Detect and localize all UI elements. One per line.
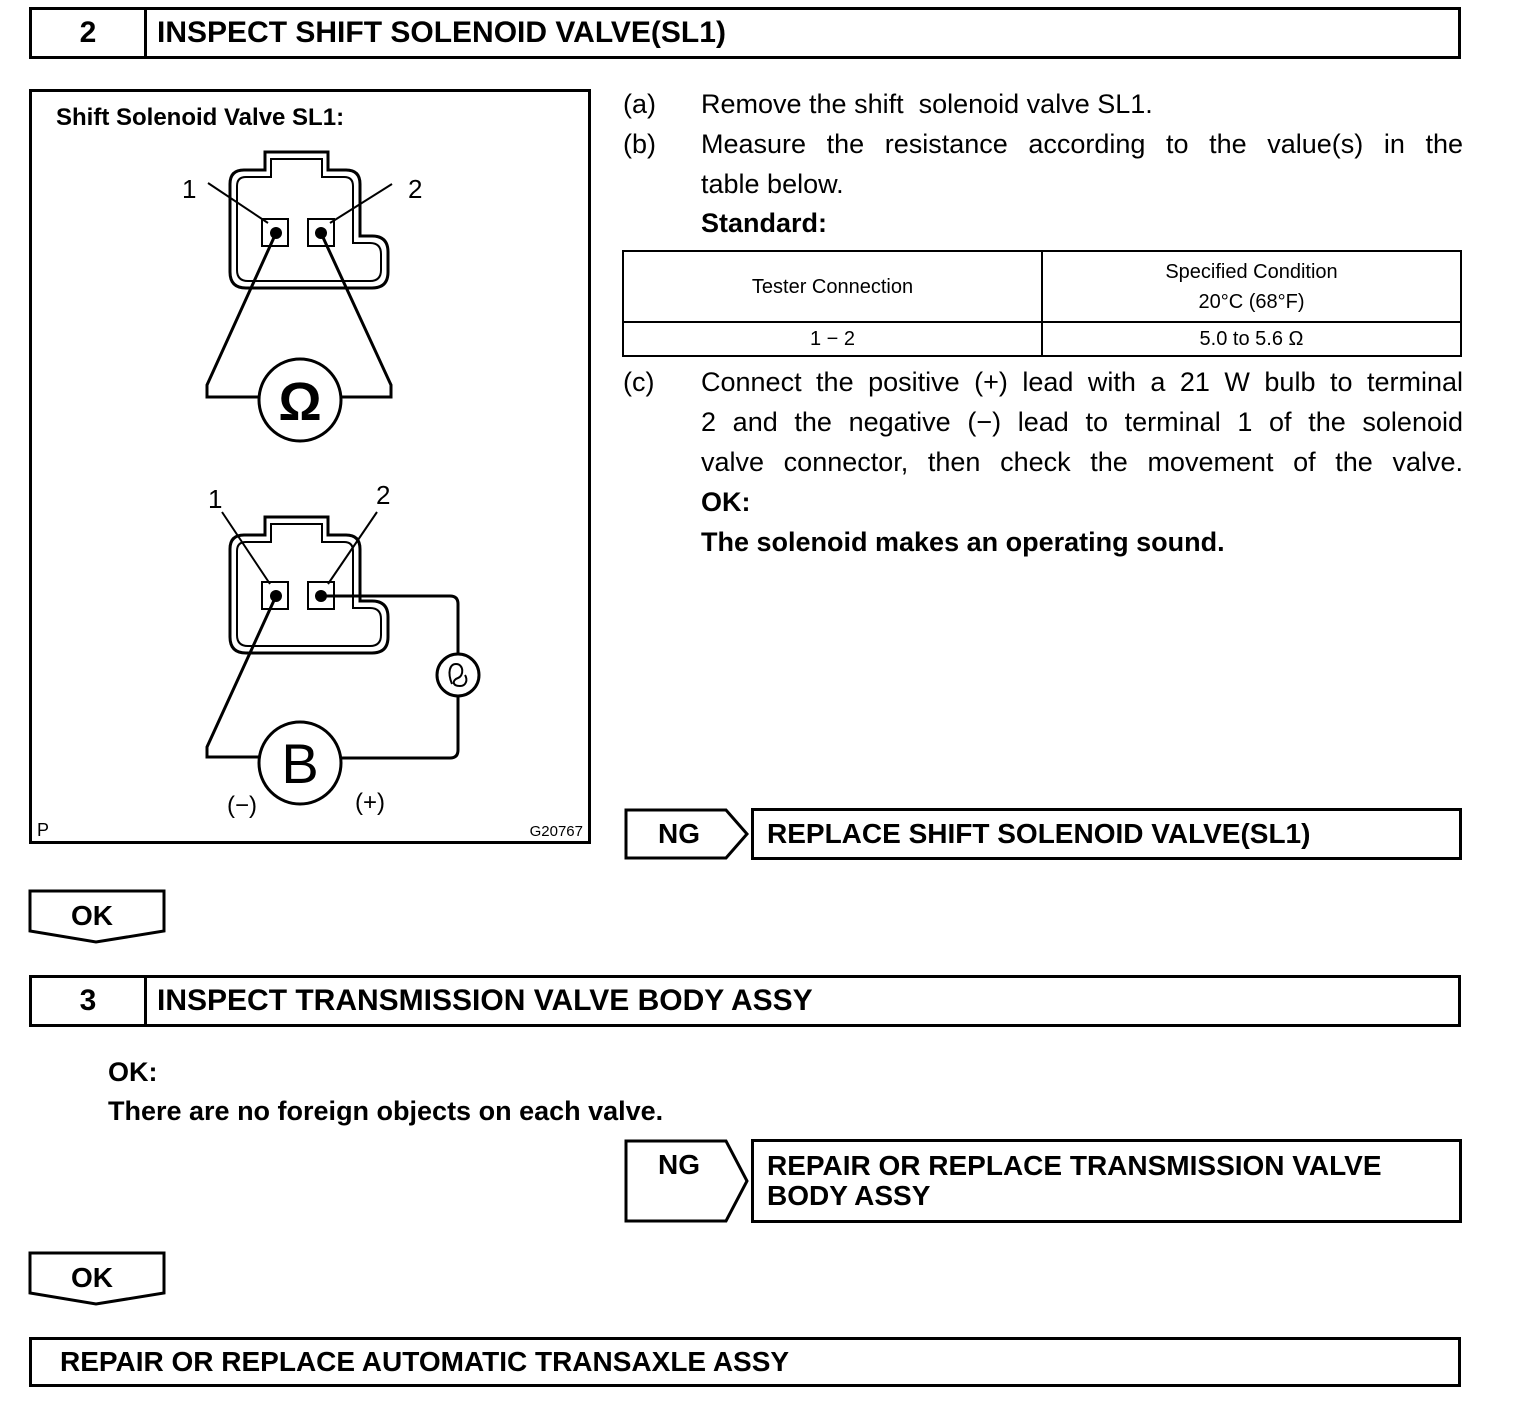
instruction-a-text: Remove the shift solenoid valve SL1. <box>701 89 1153 119</box>
ng-label: NG <box>658 1149 700 1180</box>
instruction-c <box>623 362 1463 562</box>
ng-label: NG <box>658 818 700 849</box>
step-title: INSPECT SHIFT SOLENOID VALVE(SL1) <box>157 16 726 49</box>
table-header-connection: Tester Connection <box>623 251 1042 322</box>
instruction-a <box>623 84 1463 124</box>
step-title: INSPECT TRANSMISSION VALVE BODY ASSY <box>157 984 813 1017</box>
table-header-condition-line1: Specified Condition <box>1165 260 1338 283</box>
pin-2-label-bottom: 2 <box>376 480 391 510</box>
final-action-text: REPAIR OR REPLACE AUTOMATIC TRANSAXLE ASSY <box>60 1346 790 1377</box>
bulb-icon <box>437 654 479 696</box>
ok-label: OK <box>71 900 113 931</box>
step-3-ok-label: OK: <box>108 1057 158 1087</box>
table-header-condition-line2: 20°C (68°F) <box>1198 290 1305 313</box>
standard-label: Standard: <box>701 208 828 238</box>
ok-criteria-label: OK: <box>701 487 751 517</box>
step-number: 2 <box>32 10 147 56</box>
pin-2-label-top: 2 <box>408 174 423 204</box>
instruction-b <box>623 124 1463 204</box>
figure-title: Shift Solenoid Valve SL1: <box>56 104 345 131</box>
instruction-c-line1: Connect the positive (+) lead with a 21 W bulb to terminal <box>701 367 1463 397</box>
step-3-header <box>29 975 1461 1027</box>
pin-1-label-bottom: 1 <box>208 484 223 514</box>
wiring-diagram <box>32 92 588 841</box>
solenoid-figure <box>29 89 591 844</box>
step-number: 3 <box>32 978 147 1024</box>
spec-table <box>622 250 1462 357</box>
negative-label: (−) <box>227 792 257 819</box>
step-3-ok-text: There are no foreign objects on each valve. <box>108 1096 664 1126</box>
ohm-symbol: Ω <box>278 372 322 432</box>
table-cell-connection: 1 − 2 <box>623 322 1042 356</box>
ok-criteria-text: The solenoid makes an operating sound. <box>701 527 1225 557</box>
battery-symbol: B <box>281 732 319 795</box>
figure-corner-label: P <box>37 820 50 840</box>
table-header-condition <box>1042 251 1461 322</box>
instruction-c-line3: valve connector, then check the movement of the valve. <box>701 447 1463 477</box>
ng-action-text: REPLACE SHIFT SOLENOID VALVE(SL1) <box>767 818 1311 849</box>
ng-action-box <box>751 1139 1462 1223</box>
instruction-b-label: (b) <box>623 129 656 159</box>
pin-1-label-top: 1 <box>182 174 197 204</box>
positive-label: (+) <box>355 789 385 816</box>
ng-action-line1: REPAIR OR REPLACE TRANSMISSION VALVE <box>767 1150 1382 1181</box>
ng-action-line2: BODY ASSY <box>767 1180 931 1211</box>
ng-action-box <box>751 808 1462 860</box>
instruction-c-line2: 2 and the negative (−) lead to terminal 1 of the solenoid <box>701 407 1463 437</box>
final-action-box <box>29 1337 1461 1387</box>
ok-label: OK <box>71 1262 113 1293</box>
instruction-a-label: (a) <box>623 89 656 119</box>
step-2-header <box>29 7 1461 59</box>
figure-code: G20767 <box>529 823 583 840</box>
instruction-b-line2: table below. <box>701 169 844 199</box>
instruction-c-label: (c) <box>623 367 655 397</box>
table-cell-condition: 5.0 to 5.6 Ω <box>1042 322 1461 356</box>
instruction-b-line1: Measure the resistance according to the value(s) in the <box>701 129 1463 159</box>
